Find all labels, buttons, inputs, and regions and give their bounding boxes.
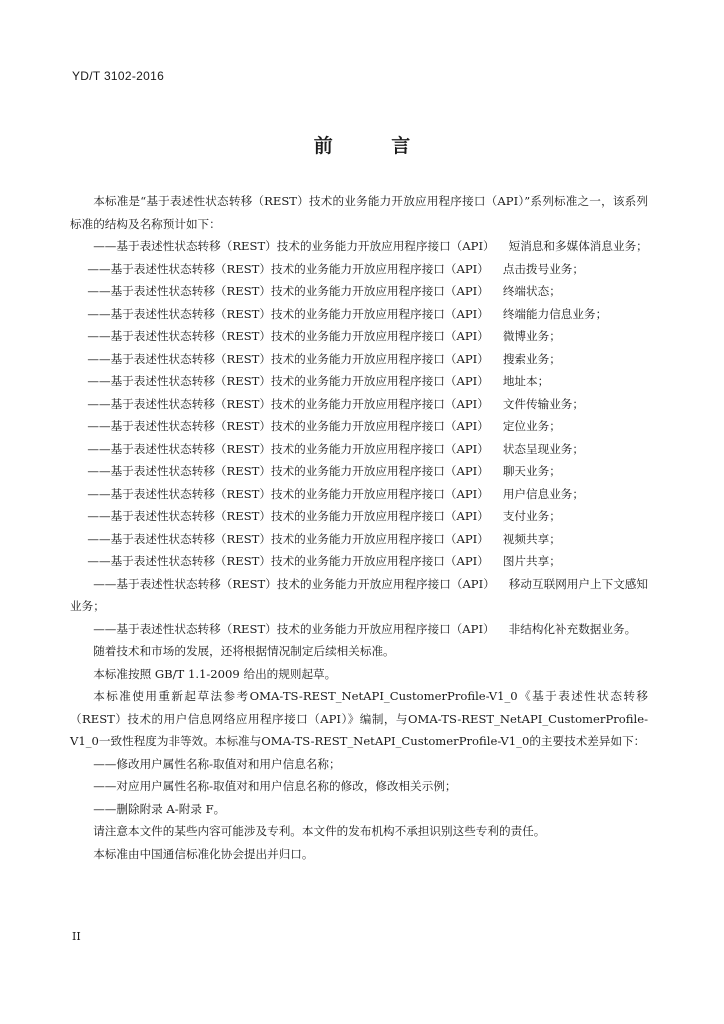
- series-item-prefix: ——基于表述性状态转移（REST）技术的业务能力开放应用程序接口（API）: [87, 329, 489, 343]
- series-item-name: 终端状态；: [502, 284, 561, 298]
- series-item-prefix: ——基于表述性状态转移（REST）技术的业务能力开放应用程序接口（API）: [87, 396, 489, 411]
- page-title: 前 言: [313, 135, 437, 157]
- series-item-prefix: ——基于表述性状态转移（REST）技术的业务能力开放应用程序接口（API）: [87, 464, 489, 478]
- series-item-prefix: ——基于表述性状态转移（REST）技术的业务能力开放应用程序接口（API）: [87, 261, 489, 276]
- series-list-item: [70, 235, 648, 258]
- series-item-prefix: ——基于表述性状态转移（REST）技术的业务能力开放应用程序接口（API）: [87, 441, 489, 456]
- series-list-item: [70, 258, 648, 281]
- series-item-name: 聊天业务；: [502, 464, 561, 478]
- series-list-item: [70, 280, 648, 303]
- series-item-prefix: ——基于表述性状态转移（REST）技术的业务能力开放应用程序接口（API）: [87, 509, 489, 523]
- series-list-item: [70, 303, 648, 326]
- intro-paragraph: 本标准是“基于表述性状态转移（REST）技术的业务能力开放应用程序接口（API）”系列标准之一，该系列标准的结构及名称预计如下：: [70, 194, 648, 231]
- series-item-name: 非结构化补充数据业务。: [508, 621, 637, 636]
- series-list-item: [70, 460, 648, 483]
- series-list-item: [70, 438, 648, 461]
- series-list-item: [70, 370, 648, 393]
- future-paragraph: 随着技术和市场的发展，还将根据情况制定后续相关标准。: [93, 644, 395, 658]
- series-item-prefix: ——基于表述性状态转移（REST）技术的业务能力开放应用程序接口（API）: [87, 554, 489, 568]
- series-item-prefix: ——基于表述性状态转移（REST）技术的业务能力开放应用程序接口（API）: [87, 374, 489, 388]
- series-list-item: [70, 348, 648, 371]
- series-item-prefix: ——基于表述性状态转移（REST）技术的业务能力开放应用程序接口（API）: [87, 306, 489, 321]
- series-item-name: 终端能力信息业务；: [502, 306, 608, 321]
- series-list-item: [70, 415, 648, 438]
- series-item-prefix: ——基于表述性状态转移（REST）技术的业务能力开放应用程序接口（API）: [93, 576, 495, 591]
- series-item-prefix: ——基于表述性状态转移（REST）技术的业务能力开放应用程序接口（API）: [93, 621, 495, 636]
- series-list-item: [70, 393, 648, 416]
- series-item-name: 用户信息业务；: [502, 486, 584, 501]
- series-list-item: [70, 618, 648, 641]
- redraft-paragraph: 本标准使用重新起草法参考OMA-TS-REST_NetAPI_CustomerProfile-V1_0《基于表述性状态转移（REST）技术的用户信息网络应用程序接口（API）》编制，与OMA-TS-REST_NetAPI_CustomerProfile-V1_0一致性程度为非等效。本标准与OMA-TS-REST_NetAPI_CustomerProfile-V1_0的主要技术差异如下：: [70, 689, 648, 748]
- series-item-prefix: ——基于表述性状态转移（REST）技术的业务能力开放应用程序接口（API）: [87, 419, 489, 433]
- series-list: [70, 235, 648, 640]
- series-item-prefix: ——基于表述性状态转移（REST）技术的业务能力开放应用程序接口（API）: [93, 239, 495, 253]
- series-item-name: 支付业务；: [502, 509, 561, 523]
- series-list-item: [70, 483, 648, 506]
- series-item-prefix: ——基于表述性状态转移（REST）技术的业务能力开放应用程序接口（API）: [87, 531, 489, 546]
- series-item-name: 短消息和多媒体消息业务；: [508, 239, 648, 253]
- series-list-item: [70, 550, 648, 573]
- series-item-name: 地址本；: [502, 374, 550, 388]
- rules-paragraph: 本标准按照 GB/T 1.1-2009 给出的规则起草。: [93, 666, 337, 681]
- standard-number: YD/T 3102-2016: [72, 69, 165, 83]
- series-list-item: [70, 573, 648, 618]
- series-item-prefix: ——基于表述性状态转移（REST）技术的业务能力开放应用程序接口（API）: [87, 351, 489, 366]
- series-item-prefix: ——基于表述性状态转移（REST）技术的业务能力开放应用程序接口（API）: [87, 486, 489, 501]
- series-item-name: 微博业务；: [502, 329, 561, 343]
- series-item-prefix: ——基于表述性状态转移（REST）技术的业务能力开放应用程序接口（API）: [87, 284, 489, 298]
- page-number: II: [72, 930, 81, 943]
- difference-item-1: ——修改用户属性名称-取值对和用户信息名称；: [93, 756, 341, 771]
- series-list-item: [70, 505, 648, 528]
- series-item-name: 定位业务；: [502, 419, 561, 433]
- difference-item-2: ——对应用户属性名称-取值对和用户信息名称的修改，修改相关示例；: [93, 779, 457, 793]
- series-item-name: 图片共享；: [502, 554, 561, 568]
- series-item-name: 状态呈现业务；: [502, 441, 584, 456]
- series-item-name: 视频共享；: [502, 531, 561, 546]
- document-body: [70, 190, 648, 865]
- difference-item-3: ——删除附录 A-附录 F。: [93, 801, 226, 816]
- patent-paragraph: 请注意本文件的某些内容可能涉及专利。本文件的发布机构不承担识别这些专利的责任。: [93, 824, 546, 838]
- owner-paragraph: 本标准由中国通信标准化协会提出并归口。: [93, 846, 314, 861]
- series-item-name: 点击拨号业务；: [502, 261, 584, 276]
- series-item-name: 移动互联网用户上下文感知业务；: [70, 576, 648, 613]
- series-list-item: [70, 528, 648, 551]
- series-list-item: [70, 325, 648, 348]
- series-item-name: 搜索业务；: [502, 351, 561, 366]
- series-item-name: 文件传输业务；: [502, 396, 584, 411]
